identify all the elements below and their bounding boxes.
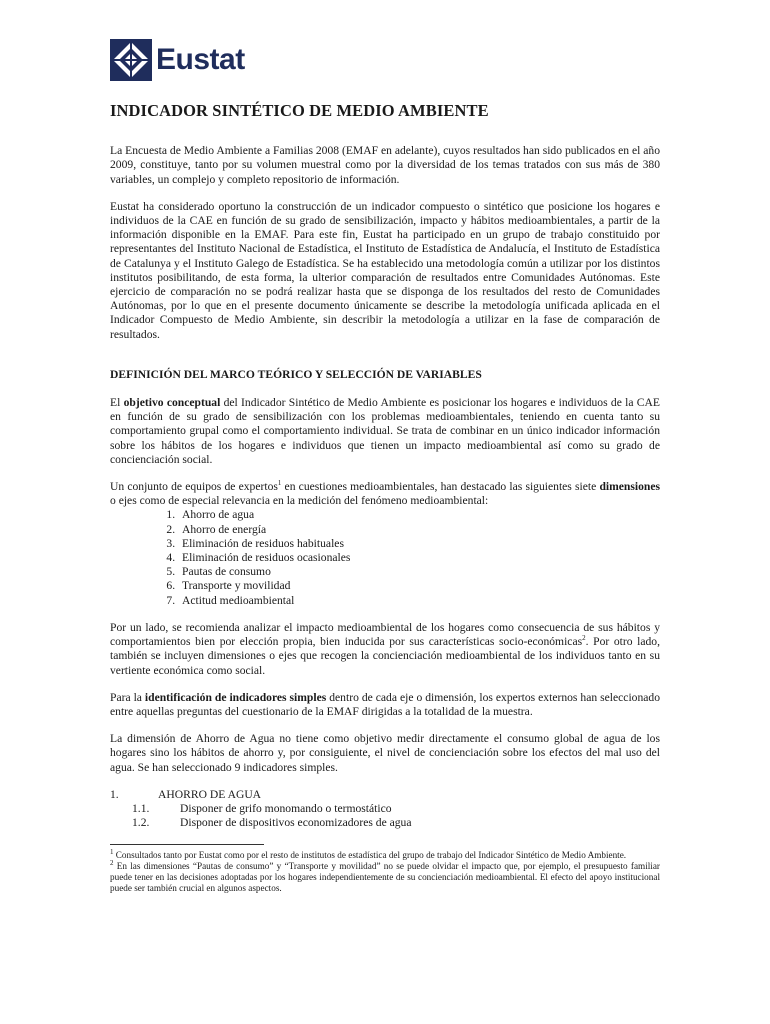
list-item: 7. Actitud medioambiental: [178, 594, 660, 608]
footnote-ref-2[interactable]: 2: [582, 634, 586, 643]
footnote-divider: [110, 844, 264, 845]
ahorro-agua-paragraph: La dimensión de Ahorro de Agua no tiene como objetivo medir directamente el consumo global de agua de los hogares sino los hábitos de ahorro y, por consiguiente, el nivel de concienciación sobre los efectos del mal uso del agua. Se han seleccionado 9 indicadores simples.: [110, 732, 660, 774]
footnote-ref-1[interactable]: 1: [277, 479, 282, 488]
intro-paragraph-1: La Encuesta de Medio Ambiente a Familias 2008 (EMAF en adelante), cuyos resultados han sido publicados en el año 2009, constituye, tanto por su volumen muestral como por la diversidad de los temas tratados con sus más de 380 variables, un complejo y completo repositorio de información.: [110, 144, 660, 186]
list-item: 5. Pautas de consumo: [178, 565, 660, 579]
subsection-number: 1.2.: [132, 816, 150, 830]
impacto-paragraph: Por un lado, se recomienda analizar el impacto medioambiental de los hogares como consecuencia de sus hábitos y comportamientos bien por elección propia, bien inducida por sus características socio-económicas$^2$. Por otro lado, también se incluyen dimensiones o ejes que recogen la concienciación medioambiental de los individuos tanto en su vertiente económica como social.: [110, 620, 661, 677]
list-item: 1. Ahorro de agua: [178, 508, 660, 522]
subsection-text: Disponer de grifo monomando o termostático: [180, 801, 392, 815]
list-item: [110, 816, 660, 830]
subsection-text: AHORRO DE AGUA: [158, 787, 262, 801]
dimensions-list: [110, 508, 660, 607]
intro-paragraph-2: Eustat ha considerado oportuno la construcción de un indicador compuesto o sintético que posicione los hogares e individuos de la CAE en función de su grado de sensibilización, impacto y hábitos medioambientales, a partir de la información disponible en la EMAF. Para este fin, Eustat ha participado en un grupo de trabajo constituido por representantes del Instituto Nacional de Estadística, el Instituto de Estadística de Andalucía, el Instituto de Estadística de Catalunya y el Instituto Galego de Estadística. Se ha establecido una metodología común a utilizar por los distintos institutos posibilitando, de esta forma, la ulterior comparación de resultados entre Comunidades Autónomas. Este ejercicio de comparación no se podrá realizar hasta que se disponga de los resultados del resto de Comunidades Autónomas, por lo que en el presente documento únicamente se describe la metodología unificada aplicada en el Indicador Compuesto de Medio Ambiente, sin describir la metodología a utilizar en la fase de comparación de resultados.: [110, 199, 660, 341]
subsection-list: [110, 788, 660, 831]
expertos-paragraph: Un conjunto de equipos de expertos$^1$ en cuestiones medioambientales, han destacado las siguientes siete dimensiones o ejes como de especial relevancia en la medición del fenómeno medioambiental:: [110, 479, 660, 508]
eustat-logo: [110, 38, 245, 82]
section-heading: DEFINICIÓN DEL MARCO TEÓRICO Y SELECCIÓN DE VARIABLES: [110, 367, 482, 381]
list-item: [110, 788, 660, 802]
logo-wordmark: Eustat: [156, 43, 245, 76]
footnote-2: $^2$ En las dimensiones “Pautas de consumo” y “Transporte y movilidad” no se puede olvidar el impacto que, por ejemplo, el presupuesto familiar puede tener en las decisiones adoptadas por los hogares independientemente de su concienciación medioambiental. El efecto del apoyo institucional puede ser también crucial en algunos aspectos.: [110, 859, 660, 894]
identificacion-paragraph: Para la identificación de indicadores simples dentro de cada eje o dimensión, los expertos externos han seleccionado entre aquellas preguntas del cuestionario de la EMAF dirigidas a la totalidad de la muestra.: [110, 690, 660, 718]
subsection-number: 1.: [110, 787, 119, 801]
list-item: 4. Eliminación de residuos ocasionales: [178, 551, 660, 565]
eustat-logo-icon: [110, 39, 152, 81]
list-item: 6. Transporte y movilidad: [178, 579, 660, 593]
list-item: 3. Eliminación de residuos habituales: [178, 537, 660, 551]
subsection-text: Disponer de dispositivos economizadores de agua: [180, 816, 412, 830]
footnote-1: $^1$ Consultados tanto por Eustat como por el resto de institutos de estadística del grupo de trabajo del Indicador Sintético de Medio Ambiente.: [110, 848, 627, 861]
objetivo-paragraph: El objetivo conceptual del Indicador Sintético de Medio Ambiente es posicionar los hogares e individuos de la CAE en función de su grado de sensibilización con los problemas medioambientales, teniendo en cuenta tanto su comportamiento grupal como el comportamiento individual. Se trata de combinar en un único indicador información sobre los hábitos de los hogares e individuos que tienen un impacto medioambiental así como su grado de concienciación social.: [110, 396, 660, 466]
list-item: [110, 802, 660, 816]
document-title: INDICADOR SINTÉTICO DE MEDIO AMBIENTE: [110, 101, 489, 120]
subsection-number: 1.1.: [132, 801, 150, 815]
document-body: [110, 101, 661, 894]
list-item: 2. Ahorro de energía: [178, 523, 660, 537]
